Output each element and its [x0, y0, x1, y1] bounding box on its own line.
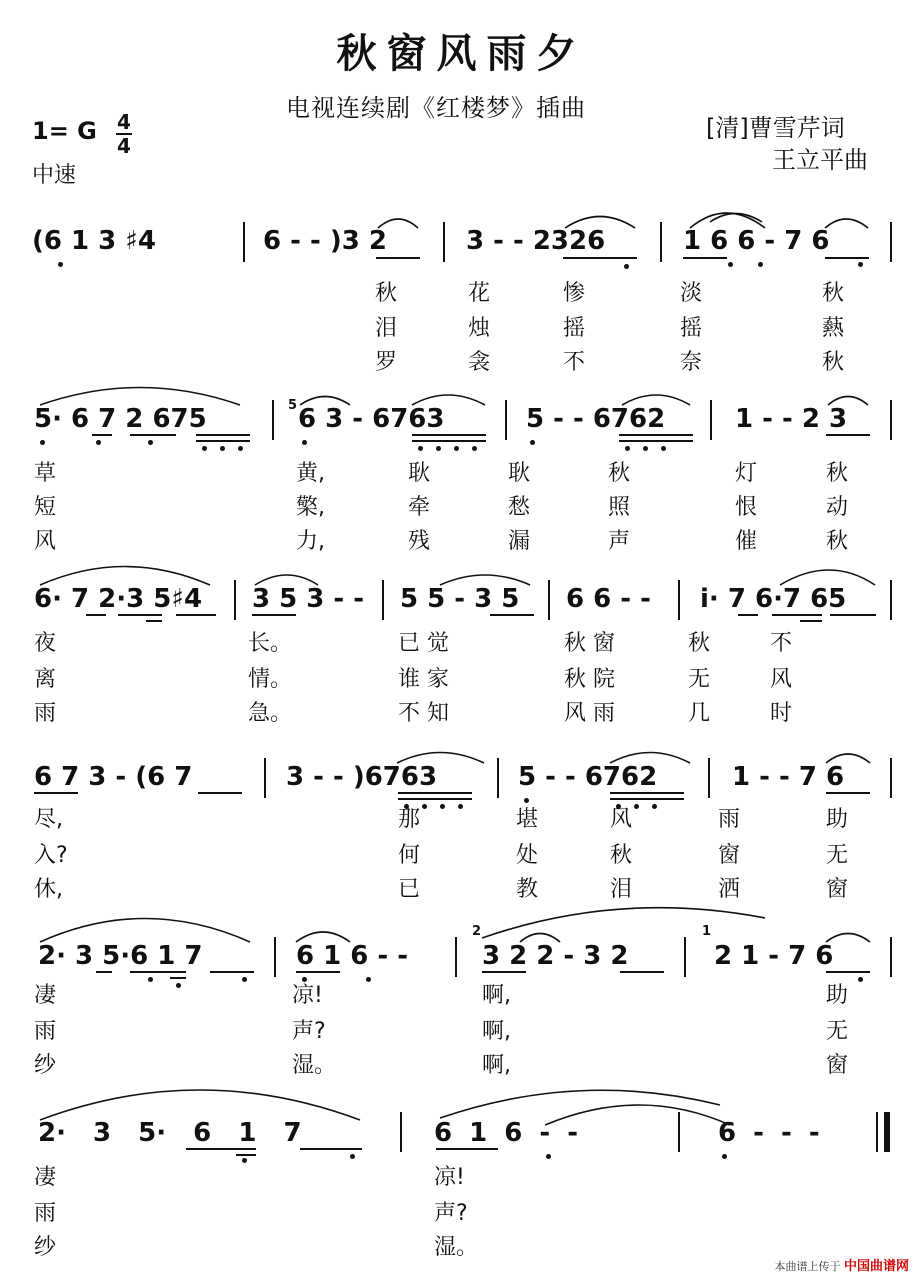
lyric: 教: [516, 877, 539, 902]
measure: 2· 3 5·6 1 7: [38, 941, 203, 971]
measure: 6 6 - -: [566, 584, 651, 614]
tempo-marking: 中速: [32, 163, 77, 188]
lyric: 凉!: [292, 983, 323, 1008]
composer-credit: 王立平曲: [772, 146, 868, 174]
lyric: 窗: [718, 843, 741, 868]
lyric: 处: [516, 843, 539, 868]
lyric: 急。: [248, 701, 293, 726]
lyric: 风 雨: [564, 701, 615, 726]
watermark-site: 中国曲谱网: [843, 1259, 909, 1274]
lyric: 不: [563, 350, 586, 375]
measure: 2 1 - 7 6: [714, 941, 834, 971]
lyric: 夜: [34, 631, 57, 656]
lyric-verse-1: 秋: [375, 281, 398, 306]
lyric: 草: [34, 461, 57, 486]
lyric: 残: [408, 529, 431, 554]
measure: 6 - - -: [718, 1118, 820, 1148]
lyric: 声?: [434, 1201, 468, 1226]
lyric: 时: [770, 701, 793, 726]
lyric: 风: [610, 807, 633, 832]
measure: 3 5 3 - -: [252, 584, 365, 614]
lyric: 几: [688, 701, 711, 726]
lyric: 窗: [826, 877, 849, 902]
lyric: 纱: [34, 1053, 57, 1078]
time-signature: [116, 112, 132, 156]
lyric: 无: [826, 843, 849, 868]
lyric: 爇: [822, 316, 845, 341]
lyric: 那: [398, 807, 421, 832]
lyric: 啊,: [482, 983, 511, 1008]
lyric: 花: [468, 281, 491, 306]
lyric: 已 觉: [398, 631, 449, 656]
lyric: 无: [688, 667, 711, 692]
lyric: 纱: [34, 1235, 57, 1260]
lyric: 秋: [826, 529, 849, 554]
lyric: 情。: [248, 667, 293, 692]
lyric: 何: [398, 843, 421, 868]
watermark: [774, 1255, 909, 1274]
lyric: 风: [770, 667, 793, 692]
lyric: 愁: [508, 495, 531, 520]
measure: 1 6 6 - 7 6: [683, 226, 830, 256]
lyric: 罗: [375, 350, 398, 375]
lyric: 湿。: [434, 1235, 479, 1260]
lyric: 力,: [296, 529, 325, 554]
time-signature-top: 4: [117, 110, 131, 134]
lyric: 摇: [680, 316, 703, 341]
lyric: 秋: [826, 461, 849, 486]
song-subtitle: 电视连续剧《红楼梦》插曲: [286, 94, 586, 122]
lyric: 湿。: [292, 1053, 337, 1078]
lyric: 已: [398, 877, 421, 902]
lyric: 秋 窗: [564, 631, 615, 656]
lyric: 照: [608, 495, 631, 520]
lyric: 休,: [34, 877, 63, 902]
lyric: 秋: [608, 461, 631, 486]
lyric: 奈: [680, 350, 703, 375]
lyric: 恨: [735, 495, 758, 520]
measure: 5 - - 6762: [526, 404, 666, 434]
measure: i· 7 6·7 65: [700, 584, 847, 614]
measure: 5· 6 7 2 675: [34, 404, 207, 434]
lyric: 漏: [508, 529, 531, 554]
lyric: 黄,: [296, 461, 325, 486]
measure: 6 7 3 - (6 7: [34, 762, 193, 792]
lyric: 耿: [408, 461, 431, 486]
lyric: 雨: [718, 807, 741, 832]
lyric: 谁 家: [398, 667, 449, 692]
key-signature: 1= G: [32, 117, 97, 145]
lyric: 凄: [34, 1165, 57, 1190]
lyric: 泪: [610, 877, 633, 902]
measure: 6 1 6 - -: [296, 941, 409, 971]
lyric: 雨: [34, 701, 57, 726]
lyric: 淡: [680, 281, 703, 306]
lyric: 凉!: [434, 1165, 465, 1190]
measure: 6· 7 2·3 5♯4: [34, 584, 203, 614]
lyric: 催: [735, 529, 758, 554]
measure: 2· 3 5· 6 1 7: [38, 1118, 302, 1148]
lyric: 风: [34, 529, 57, 554]
measure: 6 3 - 6763: [298, 404, 445, 434]
lyric: 灯: [735, 461, 758, 486]
lyric: 凄: [34, 983, 57, 1008]
measure: 6 - - )3 2: [263, 226, 387, 256]
lyric: 窗: [826, 1053, 849, 1078]
lyric: 长。: [248, 631, 293, 656]
lyric: 耿: [508, 461, 531, 486]
lyric: 尽,: [34, 807, 63, 832]
score-page: 秋窗风雨夕 电视连续剧《红楼梦》插曲 [清]曹雪芹词 王立平曲 1= G 4 4 中速 (6 1 3 ♯4 6 - - )3 2 3 - - 2326 1 6 6 - 7 6 秋 花 惨 淡 秋 泪 烛 摇 摇 爇 罗 衾 不 奈 秋 5· 6 7 2 675 5 6 3 - 6763 5 - - 6762 1 - - 2 3 草 黄, 耿 耿 秋 灯 秋 短 檠, 牵 愁 照 恨 动 风 力, 残 漏 声 催 秋 6· 7 2·3 5♯4 3 5 3 - - 5 5 - 3 5 6 6 - - i· 7 6·7 65 夜 长。 已 觉 秋 窗 秋 不 离 情。 谁 家 秋 院 无 风 雨 急。 不 知 风 雨 几 时 6 7 3 - (6 7 3 - - )6763 5 - - 6762 1 - - 7 6 尽, 那 堪 风 雨 助 入? 何 处 秋 窗 无 休, 已 教 泪 洒 窗 2· 3 5·6 1 7 6 1 6 - - 2 3 2 2 - 3 2 1 2 1 - 7 6 凄 凉! 啊, 助 雨 声? 啊, 无 纱 湿。 啊, 窗 2· 3 5· 6 1 7 6 1 6 - - 6 - - - 凄 凉! 雨 声? 纱 湿。 本曲谱上传于 中国曲谱网: [0, 0, 923, 1280]
lyric: 入?: [34, 843, 68, 868]
song-title: 秋窗风雨夕: [336, 30, 587, 77]
lyric: 不: [770, 631, 793, 656]
lyric: 啊,: [482, 1053, 511, 1078]
lyric: 声: [608, 529, 631, 554]
lyric: 衾: [468, 350, 491, 375]
lyric: 秋: [688, 631, 711, 656]
lyric: 啊,: [482, 1019, 511, 1044]
lyric: 雨: [34, 1019, 57, 1044]
lyric: 秋: [610, 843, 633, 868]
measure: 5 5 - 3 5: [400, 584, 520, 614]
lyric: 洒: [718, 877, 741, 902]
lyric: 无: [826, 1019, 849, 1044]
lyric: 短: [34, 495, 57, 520]
measure: 3 - - 2326: [466, 226, 606, 256]
lyric: 堪: [516, 807, 539, 832]
measure: 3 - - )6763: [286, 762, 438, 792]
lyric: 助: [826, 807, 849, 832]
lyric: 动: [826, 495, 849, 520]
lyric: 泪: [375, 316, 398, 341]
lyric: 惨: [563, 281, 586, 306]
measure: (6 1 3 ♯4: [32, 226, 156, 256]
measure: 1 - - 7 6: [732, 762, 845, 792]
measure: 1 - - 2 3: [735, 404, 848, 434]
lyric: 雨: [34, 1201, 57, 1226]
lyric: 秋: [822, 281, 845, 306]
measure: 6 1 6 - -: [434, 1118, 579, 1148]
measure: 5 - - 6762: [518, 762, 658, 792]
watermark-text: 本曲谱上传于: [774, 1260, 841, 1273]
lyric: 摇: [563, 316, 586, 341]
lyric: 秋 院: [564, 667, 615, 692]
lyric: 秋: [822, 350, 845, 375]
lyric: 助: [826, 983, 849, 1008]
lyric: 烛: [468, 316, 491, 341]
time-signature-bottom: 4: [117, 134, 131, 158]
lyricist-credit: [清]曹雪芹词: [706, 114, 845, 142]
measure: 3 2 2 - 3 2: [482, 941, 629, 971]
lyric: 不 知: [398, 701, 449, 726]
lyric: 檠,: [296, 495, 325, 520]
lyric: 牵: [408, 495, 431, 520]
lyric: 声?: [292, 1019, 326, 1044]
lyric: 离: [34, 667, 57, 692]
